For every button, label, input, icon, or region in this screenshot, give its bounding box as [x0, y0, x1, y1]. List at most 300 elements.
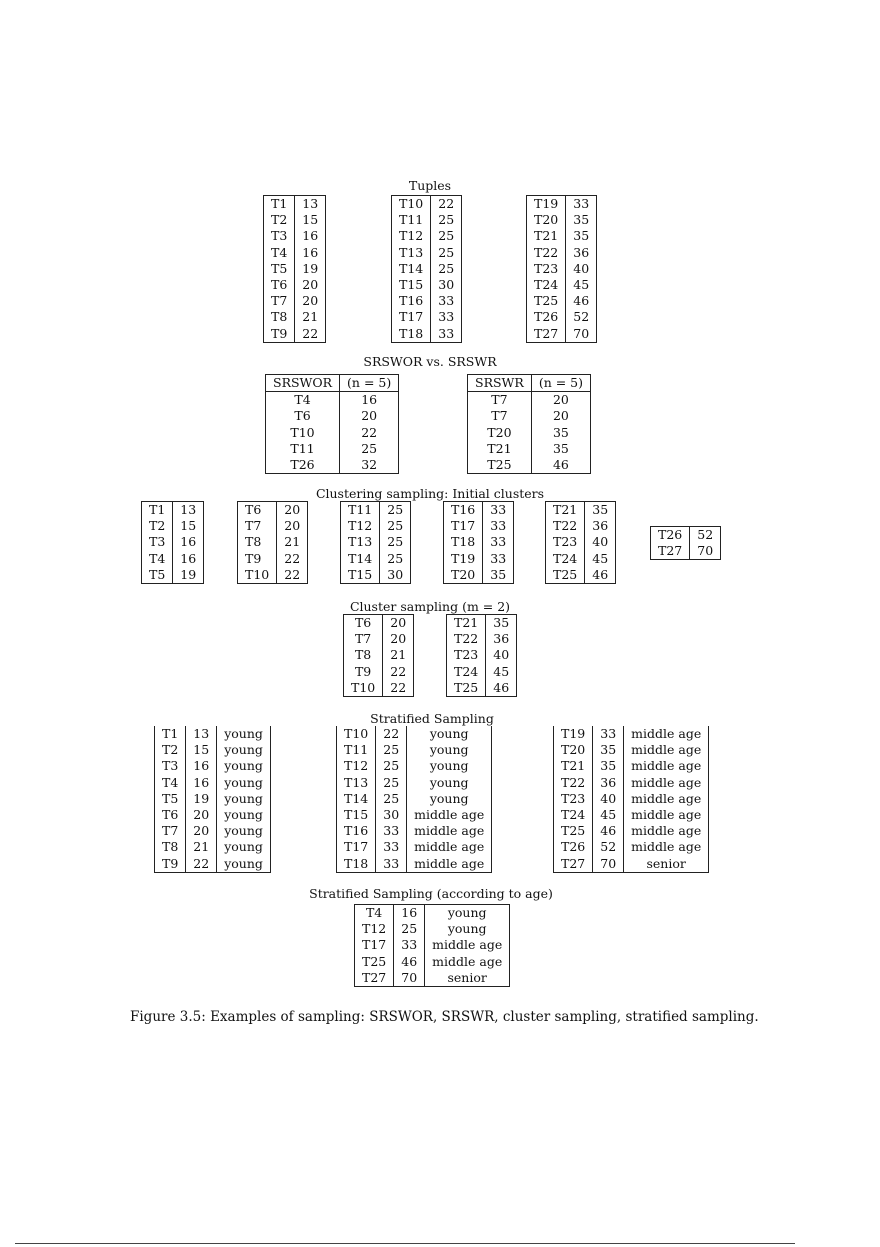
table-cell: middle age — [425, 937, 510, 953]
table-row — [468, 441, 591, 457]
table-cell: T4 — [294, 392, 311, 408]
table-cell: T27 — [362, 969, 387, 985]
table-cell: young — [407, 791, 492, 807]
table-cell: young — [217, 742, 271, 758]
table-cell: 25 — [376, 775, 407, 791]
table-cell: 36 — [486, 631, 517, 647]
tuples-table-3 — [526, 195, 597, 343]
table-cell: T8 — [354, 647, 372, 663]
table-cell: T25 — [553, 566, 578, 582]
table-cell: 30 — [380, 567, 411, 584]
table-cell: T26 — [290, 457, 315, 473]
table-cell: T20 — [451, 566, 476, 582]
table-row — [337, 791, 492, 807]
table-cell: middle age — [624, 775, 709, 791]
table-cell: T23 — [534, 260, 559, 276]
table-row — [264, 293, 326, 309]
table-cell: T25 — [454, 679, 479, 695]
table-cell: 20 — [531, 392, 590, 409]
table-cell: T21 — [487, 440, 512, 456]
table-cell: T12 — [362, 921, 387, 937]
table-cell: T26 — [561, 839, 586, 855]
cluster-sampling-table-2 — [446, 614, 517, 697]
table-cell: T14 — [399, 260, 424, 276]
table-cell: T16 — [344, 823, 369, 839]
table-row — [554, 758, 709, 774]
table-cell: 25 — [431, 212, 462, 228]
table-row — [392, 326, 462, 343]
table-row — [554, 775, 709, 791]
column-header: SRSWOR — [266, 375, 340, 392]
table-cell: 25 — [376, 742, 407, 758]
tuples-title: Tuples — [408, 178, 452, 193]
table-cell: T7 — [245, 518, 262, 534]
table-row — [554, 839, 709, 855]
table-cell: T12 — [344, 758, 369, 774]
table-row — [155, 791, 271, 807]
table-row — [355, 937, 510, 953]
table-row — [444, 551, 514, 567]
table-cell: 46 — [394, 954, 425, 970]
cluster-table-1 — [141, 501, 204, 584]
table-row — [155, 823, 271, 839]
table-row — [444, 567, 514, 584]
table-cell: 16 — [394, 905, 425, 922]
table-cell: 20 — [383, 615, 414, 632]
table-row — [238, 502, 308, 519]
table-cell: young — [407, 726, 492, 742]
table-row — [344, 647, 414, 663]
table-cell: 13 — [295, 196, 326, 213]
table-cell: young — [217, 856, 271, 873]
table-row — [264, 277, 326, 293]
table-cell: 22 — [295, 326, 326, 343]
table-row — [155, 726, 271, 742]
table-cell: 33 — [376, 823, 407, 839]
table-cell: 30 — [376, 807, 407, 823]
table-cell: T8 — [162, 839, 179, 855]
table-cell: 35 — [483, 567, 514, 584]
table-row — [392, 196, 462, 213]
table-cell: T23 — [561, 790, 586, 806]
table-cell: T7 — [491, 392, 508, 408]
table-cell: 45 — [566, 277, 597, 293]
table-cell: T4 — [149, 550, 166, 566]
table-cell: 22 — [383, 680, 414, 697]
table-cell: T19 — [534, 196, 559, 211]
table-cell: 35 — [593, 758, 624, 774]
table-cell: T13 — [344, 774, 369, 790]
table-cell: T1 — [162, 726, 179, 741]
table-row — [266, 441, 399, 457]
table-row — [238, 534, 308, 550]
table-cell: T24 — [553, 550, 578, 566]
table-cell: 36 — [566, 245, 597, 261]
table-row — [554, 742, 709, 758]
table-cell: T15 — [348, 566, 373, 582]
table-cell: young — [217, 791, 271, 807]
table-cell: 45 — [585, 551, 616, 567]
table-row — [344, 631, 414, 647]
table-row — [527, 228, 597, 244]
table-cell: T27 — [658, 543, 683, 559]
table-row — [527, 261, 597, 277]
table-cell: 15 — [295, 212, 326, 228]
table-cell: T6 — [294, 408, 311, 424]
cluster-table-2 — [237, 501, 308, 584]
column-header: (n = 5) — [531, 375, 590, 392]
table-row — [155, 775, 271, 791]
table-cell: T17 — [344, 839, 369, 855]
table-row — [337, 807, 492, 823]
table-cell: T8 — [271, 309, 288, 325]
table-cell: 35 — [585, 502, 616, 519]
table-row — [468, 408, 591, 424]
table-cell: T23 — [553, 534, 578, 550]
table-row — [651, 527, 721, 544]
table-row — [392, 245, 462, 261]
table-cell: T4 — [162, 774, 179, 790]
table-row — [337, 758, 492, 774]
table-cell: 45 — [486, 664, 517, 680]
table-row — [155, 839, 271, 855]
table-row — [546, 518, 616, 534]
table-row — [155, 807, 271, 823]
table-row — [444, 502, 514, 519]
table-cell: middle age — [624, 791, 709, 807]
clusters-title: Clustering sampling: Initial clusters — [315, 486, 545, 501]
table-row — [546, 502, 616, 519]
table-cell: T16 — [399, 293, 424, 309]
table-row — [546, 567, 616, 584]
table-cell: 16 — [340, 392, 399, 409]
table-cell: 52 — [566, 309, 597, 325]
table-row — [546, 534, 616, 550]
table-cell: 21 — [383, 647, 414, 663]
table-row — [238, 518, 308, 534]
table-row — [238, 551, 308, 567]
table-cell: T9 — [354, 663, 372, 679]
table-row — [444, 518, 514, 534]
table-row — [337, 856, 492, 873]
table-header-row — [468, 375, 591, 392]
table-cell: 25 — [431, 261, 462, 277]
table-cell: 52 — [690, 527, 721, 544]
table-cell: 20 — [277, 518, 308, 534]
table-cell: T26 — [658, 527, 683, 542]
table-cell: 16 — [295, 245, 326, 261]
table-cell: T8 — [245, 534, 262, 550]
table-row — [392, 277, 462, 293]
table-row — [447, 680, 517, 697]
table-row — [266, 392, 399, 409]
table-cell: T17 — [451, 518, 476, 534]
table-cell: T22 — [553, 518, 578, 534]
table-row — [527, 293, 597, 309]
table-cell: T13 — [348, 534, 373, 550]
table-row — [447, 647, 517, 663]
table-cell: young — [217, 758, 271, 774]
table-cell: T15 — [344, 807, 369, 823]
table-cell: 40 — [585, 534, 616, 550]
table-cell: 33 — [376, 839, 407, 855]
table-row — [447, 664, 517, 680]
table-cell: T5 — [149, 566, 166, 582]
table-cell: 22 — [383, 664, 414, 680]
table-cell: T24 — [454, 663, 479, 679]
table-cell: 25 — [431, 245, 462, 261]
table-cell: T22 — [454, 631, 479, 647]
table-row — [337, 775, 492, 791]
table-cell: 15 — [186, 742, 217, 758]
table-cell: 13 — [186, 726, 217, 742]
stratified-title: Stratified Sampling — [370, 711, 494, 726]
table-row — [392, 261, 462, 277]
table-cell: T10 — [351, 679, 376, 695]
table-cell: T25 — [534, 293, 559, 309]
table-row — [355, 970, 510, 987]
table-row — [554, 807, 709, 823]
table-row — [344, 680, 414, 697]
table-row — [155, 856, 271, 873]
table-row — [264, 196, 326, 213]
table-row — [355, 921, 510, 937]
table-cell: 46 — [531, 457, 590, 474]
table-cell: 20 — [295, 277, 326, 293]
table-cell: T27 — [561, 855, 586, 871]
table-cell: T25 — [487, 457, 512, 473]
stratified-table-3 — [553, 726, 709, 873]
table-cell: T6 — [245, 502, 262, 517]
table-cell: 35 — [593, 742, 624, 758]
table-row — [392, 228, 462, 244]
table-cell: 33 — [566, 196, 597, 213]
table-row — [337, 839, 492, 855]
table-row — [651, 543, 721, 560]
table-cell: T2 — [162, 742, 179, 758]
table-cell: middle age — [407, 807, 492, 823]
tuples-table-1 — [263, 195, 326, 343]
table-cell: 16 — [173, 551, 204, 567]
table-cell: T1 — [149, 502, 166, 517]
table-cell: 36 — [585, 518, 616, 534]
table-cell: 16 — [186, 758, 217, 774]
table-cell: 35 — [531, 425, 590, 441]
table-row — [468, 392, 591, 409]
cluster-table-6 — [650, 526, 721, 560]
table-cell: 35 — [531, 441, 590, 457]
table-cell: 20 — [295, 293, 326, 309]
table-cell: 25 — [380, 534, 411, 550]
table-cell: T21 — [454, 615, 479, 630]
table-cell: 22 — [340, 425, 399, 441]
table-cell: T5 — [271, 260, 288, 276]
table-row — [392, 293, 462, 309]
cluster-sampling-table-1 — [343, 614, 414, 697]
table-cell: T20 — [487, 424, 512, 440]
stratified-age-title: Stratified Sampling (according to age) — [309, 886, 553, 901]
stratified-table-2 — [336, 726, 492, 873]
table-cell: 33 — [431, 293, 462, 309]
table-cell: 22 — [277, 551, 308, 567]
table-cell: T11 — [344, 742, 369, 758]
table-row — [142, 551, 204, 567]
table-cell: T7 — [491, 408, 508, 424]
table-row — [527, 212, 597, 228]
srswor-table — [265, 374, 399, 474]
table-cell: 70 — [394, 970, 425, 987]
table-cell: young — [217, 726, 271, 742]
table-cell: T2 — [149, 518, 166, 534]
table-cell: T6 — [271, 277, 288, 293]
table-header-row — [266, 375, 399, 392]
table-cell: 40 — [593, 791, 624, 807]
table-cell: 25 — [380, 551, 411, 567]
table-cell: 70 — [593, 856, 624, 873]
table-cell: 33 — [431, 309, 462, 325]
table-row — [142, 518, 204, 534]
table-row — [341, 534, 411, 550]
table-cell: T19 — [561, 726, 586, 741]
table-cell: T14 — [348, 550, 373, 566]
table-row — [264, 309, 326, 325]
table-row — [142, 534, 204, 550]
table-cell: 33 — [483, 518, 514, 534]
table-cell: 46 — [486, 680, 517, 697]
table-cell: T21 — [534, 228, 559, 244]
table-row — [266, 408, 399, 424]
table-cell: T10 — [290, 424, 315, 440]
table-cell: middle age — [624, 726, 709, 742]
table-row — [266, 425, 399, 441]
table-cell: 20 — [531, 408, 590, 424]
table-cell: 33 — [483, 502, 514, 519]
table-cell: T20 — [561, 742, 586, 758]
table-cell: young — [425, 905, 510, 922]
table-cell: T4 — [365, 905, 383, 920]
table-cell: 22 — [376, 726, 407, 742]
table-row — [355, 954, 510, 970]
table-row — [264, 212, 326, 228]
table-cell: 21 — [186, 839, 217, 855]
tuples-table-2 — [391, 195, 462, 343]
table-cell: T19 — [451, 550, 476, 566]
cluster-table-3 — [340, 501, 411, 584]
table-cell: 22 — [186, 856, 217, 873]
table-cell: young — [407, 758, 492, 774]
table-row — [341, 502, 411, 519]
table-cell: T24 — [561, 807, 586, 823]
table-cell: 70 — [566, 326, 597, 343]
table-cell: 22 — [277, 567, 308, 584]
table-row — [468, 457, 591, 474]
table-cell: 25 — [380, 518, 411, 534]
table-cell: T9 — [271, 325, 288, 341]
table-cell: 16 — [173, 534, 204, 550]
table-cell: young — [217, 807, 271, 823]
table-cell: 35 — [566, 228, 597, 244]
table-cell: 33 — [376, 856, 407, 873]
cluster-sampling-title: Cluster sampling (m = 2) — [349, 599, 511, 614]
table-row — [444, 534, 514, 550]
table-cell: T17 — [362, 937, 387, 953]
table-cell: T10 — [399, 196, 424, 211]
table-cell: 20 — [340, 408, 399, 424]
table-cell: senior — [425, 970, 510, 987]
table-row — [155, 758, 271, 774]
stratified-table-1 — [154, 726, 271, 873]
table-cell: 19 — [295, 261, 326, 277]
table-cell: 46 — [593, 823, 624, 839]
table-cell: 40 — [486, 647, 517, 663]
column-header: SRSWR — [468, 375, 532, 392]
srswr-table — [467, 374, 591, 474]
table-cell: 25 — [376, 791, 407, 807]
table-cell: 16 — [186, 775, 217, 791]
table-row — [527, 245, 597, 261]
table-cell: T3 — [149, 534, 166, 550]
table-cell: middle age — [624, 823, 709, 839]
table-row — [264, 326, 326, 343]
table-cell: 33 — [593, 726, 624, 742]
table-row — [527, 326, 597, 343]
table-cell: T9 — [162, 855, 179, 871]
table-cell: 25 — [394, 921, 425, 937]
table-cell: 40 — [566, 261, 597, 277]
figure-caption: Figure 3.5: Examples of sampling: SRSWOR, SRSWR, cluster sampling, stratified sampling. — [130, 1009, 759, 1025]
table-cell: T4 — [271, 244, 288, 260]
table-cell: T7 — [354, 631, 372, 647]
table-cell: T25 — [561, 823, 586, 839]
table-cell: 15 — [173, 518, 204, 534]
table-cell: young — [407, 775, 492, 791]
table-cell: 20 — [277, 502, 308, 519]
table-cell: T27 — [534, 325, 559, 341]
table-cell: middle age — [407, 823, 492, 839]
table-cell: 32 — [340, 457, 399, 474]
table-row — [554, 791, 709, 807]
table-cell: T2 — [271, 212, 288, 228]
table-cell: T22 — [534, 244, 559, 260]
table-row — [337, 726, 492, 742]
table-cell: T12 — [348, 518, 373, 534]
table-row — [341, 567, 411, 584]
table-cell: T21 — [561, 758, 586, 774]
table-cell: 16 — [295, 228, 326, 244]
table-row — [355, 905, 510, 922]
table-cell: T7 — [271, 293, 288, 309]
table-row — [468, 425, 591, 441]
table-row — [155, 742, 271, 758]
table-row — [527, 309, 597, 325]
table-cell: T24 — [534, 277, 559, 293]
table-cell: middle age — [407, 839, 492, 855]
table-cell: middle age — [425, 954, 510, 970]
table-cell: T18 — [451, 534, 476, 550]
footer-rule — [15, 1243, 795, 1244]
table-cell: T18 — [399, 325, 424, 341]
table-cell: T11 — [290, 440, 315, 456]
table-cell: T25 — [362, 953, 387, 969]
table-cell: 36 — [593, 775, 624, 791]
table-cell: 52 — [593, 839, 624, 855]
table-cell: young — [217, 839, 271, 855]
table-cell: 70 — [690, 543, 721, 560]
table-cell: 19 — [186, 791, 217, 807]
table-cell: middle age — [624, 742, 709, 758]
table-row — [337, 823, 492, 839]
table-cell: 45 — [593, 807, 624, 823]
